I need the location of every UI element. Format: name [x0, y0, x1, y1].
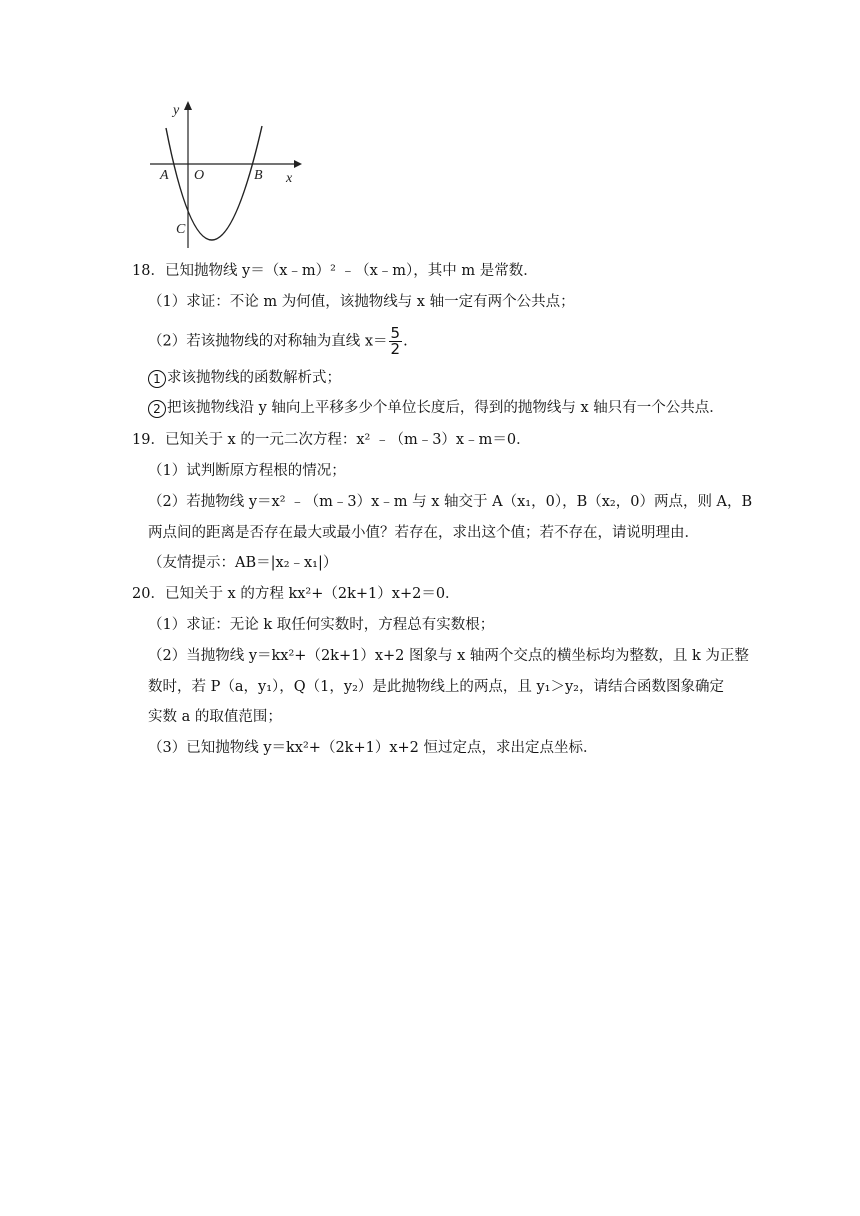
q19-part2-line1: （2）若抛物线 y＝x² ﹣（m﹣3）x﹣m 与 x 轴交于 A（x₁，0），B（x₂，0）两点，则 A，B	[148, 494, 753, 510]
point-a-label: A	[160, 168, 169, 183]
circled-number-2: 2	[148, 400, 166, 418]
q20-part2-line3: 实数 a 的取值范围；	[148, 709, 282, 725]
q19-part1: （1）试判断原方程根的情况；	[148, 463, 346, 479]
point-c-label: C	[176, 222, 186, 237]
q19-hint: （友情提示：AB＝|x₂﹣x₁|）	[148, 555, 338, 571]
q19-stem: 19．已知关于 x 的一元二次方程：x² ﹣（m﹣3）x﹣m＝0．	[132, 432, 531, 448]
q18-part2-period: .	[403, 333, 408, 350]
fraction-five-halves	[389, 326, 403, 357]
x-axis-label: x	[286, 171, 293, 186]
q19-part2-line2: 两点间的距离是否存在最大或最小值？若存在，求出这个值；若不存在，请说明理由．	[148, 525, 699, 541]
q20-part3: （3）已知抛物线 y＝kx²+（2k+1）x+2 恒过定点，求出定点坐标．	[148, 740, 598, 756]
q18-sub1	[148, 368, 341, 388]
origin-label: O	[194, 168, 205, 183]
q20-part2-line2: 数时，若 P（a，y₁），Q（1，y₂）是此抛物线上的两点，且 y₁＞y₂，请结合函数图象确定	[148, 679, 724, 695]
q18-part2-text: （2）若该抛物线的对称轴为直线 x＝	[148, 333, 388, 350]
y-axis-label: y	[173, 103, 180, 118]
q18-part1: （1）求证：不论 m 为何值，该抛物线与 x 轴一定有两个公共点；	[148, 294, 575, 310]
q18-sub2	[148, 398, 724, 418]
x-axis-arrow	[294, 160, 302, 168]
point-b-label: B	[254, 168, 263, 183]
fraction-numerator: 5	[390, 324, 401, 342]
q20-part1: （1）求证：无论 k 取任何实数时，方程总有实数根；	[148, 617, 495, 633]
parabola-figure	[148, 98, 308, 254]
q18-sub2-text: 把该抛物线沿 y 轴向上平移多少个单位长度后，得到的抛物线与 x 轴只有一个公共点．	[167, 400, 724, 416]
q18-part2	[148, 326, 408, 357]
q18-sub1-text: 求该抛物线的函数解析式；	[167, 370, 341, 386]
circled-number-1: 1	[148, 370, 166, 388]
q20-stem: 20．已知关于 x 的方程 kx²+（2k+1）x+2＝0．	[132, 586, 460, 602]
q20-part2-line1: （2）当抛物线 y＝kx²+（2k+1）x+2 图象与 x 轴两个交点的横坐标均为整数，且 k 为正整	[148, 648, 749, 664]
y-axis-arrow	[184, 101, 192, 110]
q18-stem: 18．已知抛物线 y＝（x﹣m）² ﹣（x﹣m），其中 m 是常数．	[132, 263, 538, 279]
fraction-denominator: 2	[390, 340, 401, 358]
